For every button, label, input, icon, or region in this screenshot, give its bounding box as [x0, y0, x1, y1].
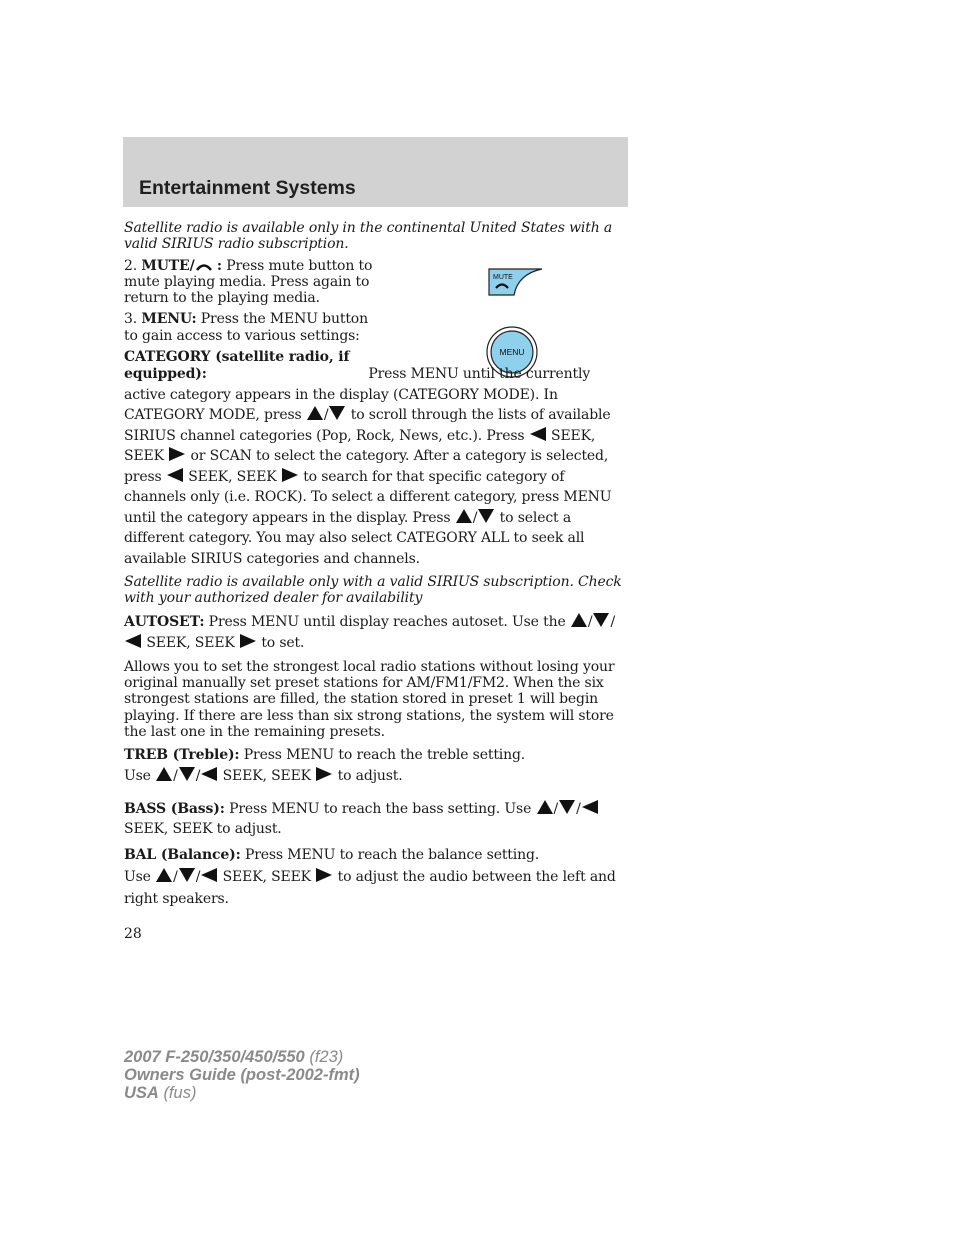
autoset-label: AUTOSET:: [124, 613, 205, 630]
category-label: CATEGORY (satellite radio, if equipped):: [124, 349, 350, 383]
right-triangle-icon: [315, 766, 333, 782]
down-triangle-icon: [178, 867, 196, 883]
mute-number: 2.: [124, 257, 138, 274]
mute-colon: :: [216, 257, 222, 274]
treb-text-1: Press MENU to reach the treble setting.: [243, 747, 526, 764]
mute-text: Press mute button to mute playing media. Press again to return to the playing media.: [124, 257, 373, 307]
category-text-3: SEEK, SEEK: [124, 427, 596, 465]
manual-content: [124, 220, 626, 915]
bass-text-1: Press MENU to reach the bass setting. Use: [229, 801, 532, 818]
footer-guide: Owners Guide (post-2002-fmt): [124, 1066, 360, 1084]
down-triangle-icon: [592, 612, 610, 628]
footer-model: 2007 F-250/350/450/550: [124, 1048, 305, 1066]
subscription-note: Satellite radio is available only with a valid SIRIUS subscription. Check with your authorized dealer for availability: [124, 574, 622, 607]
bal-text-1: Press MENU to reach the balance setting.: [244, 847, 540, 864]
category-text-5: SEEK, SEEK: [188, 468, 277, 485]
phone-handset-icon: [195, 262, 213, 272]
page-number: 28: [124, 926, 142, 942]
bass-description: BASS (Bass): Press MENU to reach the bass setting. Use / / SEEK, SEEK to adjust.: [124, 799, 626, 839]
category-text-7: to select a different category. You may also select CATEGORY ALL to seek all available SIRIUS categories and channels.: [124, 509, 585, 567]
footer-guide-line: [124, 1066, 360, 1084]
category-text-6: to search for that specific category of channels only (i.e. ROCK). To select a different category, press MENU until the category appears in the display. Press: [124, 468, 612, 526]
up-triangle-icon: [455, 508, 473, 524]
category-text-4: or SCAN to select the category. After a category is selected, press: [124, 448, 609, 485]
left-triangle-icon: [529, 426, 547, 442]
category-text-1: Press MENU until the currently active category appears in the display (CATEGORY MODE). In CATEGORY MODE, press: [124, 366, 591, 424]
right-triangle-icon: [315, 867, 333, 883]
category-text-2: to scroll through the lists of available SIRIUS channel categories (Pop, Rock, News, etc.). Press: [124, 407, 611, 444]
document-footer: [124, 1048, 360, 1102]
bal-text-3: to adjust the audio between the left and right speakers.: [124, 869, 616, 908]
bal-text-2: SEEK, SEEK: [222, 869, 311, 886]
right-triangle-icon: [239, 633, 257, 649]
menu-label: MENU:: [141, 311, 197, 328]
treb-text-3: to adjust.: [337, 768, 403, 785]
treb-label: TREB (Treble):: [124, 747, 240, 764]
continental-note: Satellite radio is available only in the continental United States with a valid SIRIUS radio subscription.: [124, 220, 613, 253]
left-triangle-icon: [166, 467, 184, 483]
down-triangle-icon: [328, 405, 346, 421]
up-triangle-icon: [570, 612, 588, 628]
down-triangle-icon: [178, 766, 196, 782]
left-triangle-icon: [200, 867, 218, 883]
bal-description: BAL (Balance): Press MENU to reach the balance setting. Use / / SEEK, SEEK to adjust the audio between the left and right speakers.: [124, 847, 616, 908]
up-triangle-icon: [306, 405, 324, 421]
treb-description: TREB (Treble): Press MENU to reach the treble setting. Use / / SEEK, SEEK to adjust.: [124, 747, 526, 785]
left-triangle-icon: [124, 633, 142, 649]
left-triangle-icon: [581, 799, 599, 815]
category-description: CATEGORY (satellite radio, if equipped): Press MENU until the currently active category appears in the display (CATEGORY MODE). In CATEGORY MODE, press / to scroll through the lists of available SIRIUS channel categories (Pop, Rock, News, etc.). Press SEEK, SEEK or SCAN to select the category. After a category is selected, press SEEK, SEEK to search for that specific category of channels only (i.e. ROCK). To select a different category, press MENU until the category appears in the display. Press / to select a different category. You may also select CATEGORY ALL to seek all available SIRIUS categories and channels.: [124, 349, 612, 567]
bass-label: BASS (Bass):: [124, 801, 225, 818]
footer-model-line: [124, 1048, 360, 1066]
mute-label: MUTE/: [141, 257, 195, 274]
bal-use: Use: [124, 869, 151, 886]
menu-number: 3.: [124, 311, 138, 328]
left-triangle-icon: [200, 766, 218, 782]
mute-button-label: MUTE: [493, 274, 513, 281]
up-triangle-icon: [536, 799, 554, 815]
mute-description: [124, 258, 379, 307]
menu-text: Press the MENU button to gain access to various settings:: [124, 311, 368, 344]
section-header-band: [123, 137, 628, 207]
up-triangle-icon: [155, 867, 173, 883]
down-triangle-icon: [558, 799, 576, 815]
up-triangle-icon: [155, 766, 173, 782]
bass-text-2: SEEK, SEEK to adjust.: [124, 821, 282, 838]
autoset-text-1: Press MENU until display reaches autoset. Use the: [208, 613, 566, 630]
menu-description: [124, 311, 379, 344]
autoset-text-3: to set.: [261, 634, 305, 651]
down-triangle-icon: [477, 508, 495, 524]
autoset-description: AUTOSET: Press MENU until display reaches autoset. Use the / / SEEK, SEEK to set.: [124, 613, 616, 651]
menu-button-label: MENU: [499, 347, 525, 357]
autoset-text-2: SEEK, SEEK: [146, 634, 235, 651]
footer-region-line: [124, 1084, 360, 1102]
autoset-explanation: Allows you to set the strongest local radio stations without losing your original manually set preset stations for AM/FM1/FM2. When the six strongest stations are filled, the station stored in preset 1 will begin playing. If there are less than six strong stations, the system will store the last one in the remaining presets.: [124, 658, 615, 740]
footer-model-code: (f23): [309, 1048, 344, 1066]
treb-use: Use: [124, 768, 151, 785]
right-triangle-icon: [168, 446, 186, 462]
section-title: Entertainment Systems: [139, 177, 356, 199]
bal-label: BAL (Balance):: [124, 847, 241, 864]
footer-region-code: (fus): [163, 1084, 197, 1102]
treb-text-2: SEEK, SEEK: [222, 768, 311, 785]
right-triangle-icon: [281, 467, 299, 483]
footer-region: USA: [124, 1084, 159, 1102]
